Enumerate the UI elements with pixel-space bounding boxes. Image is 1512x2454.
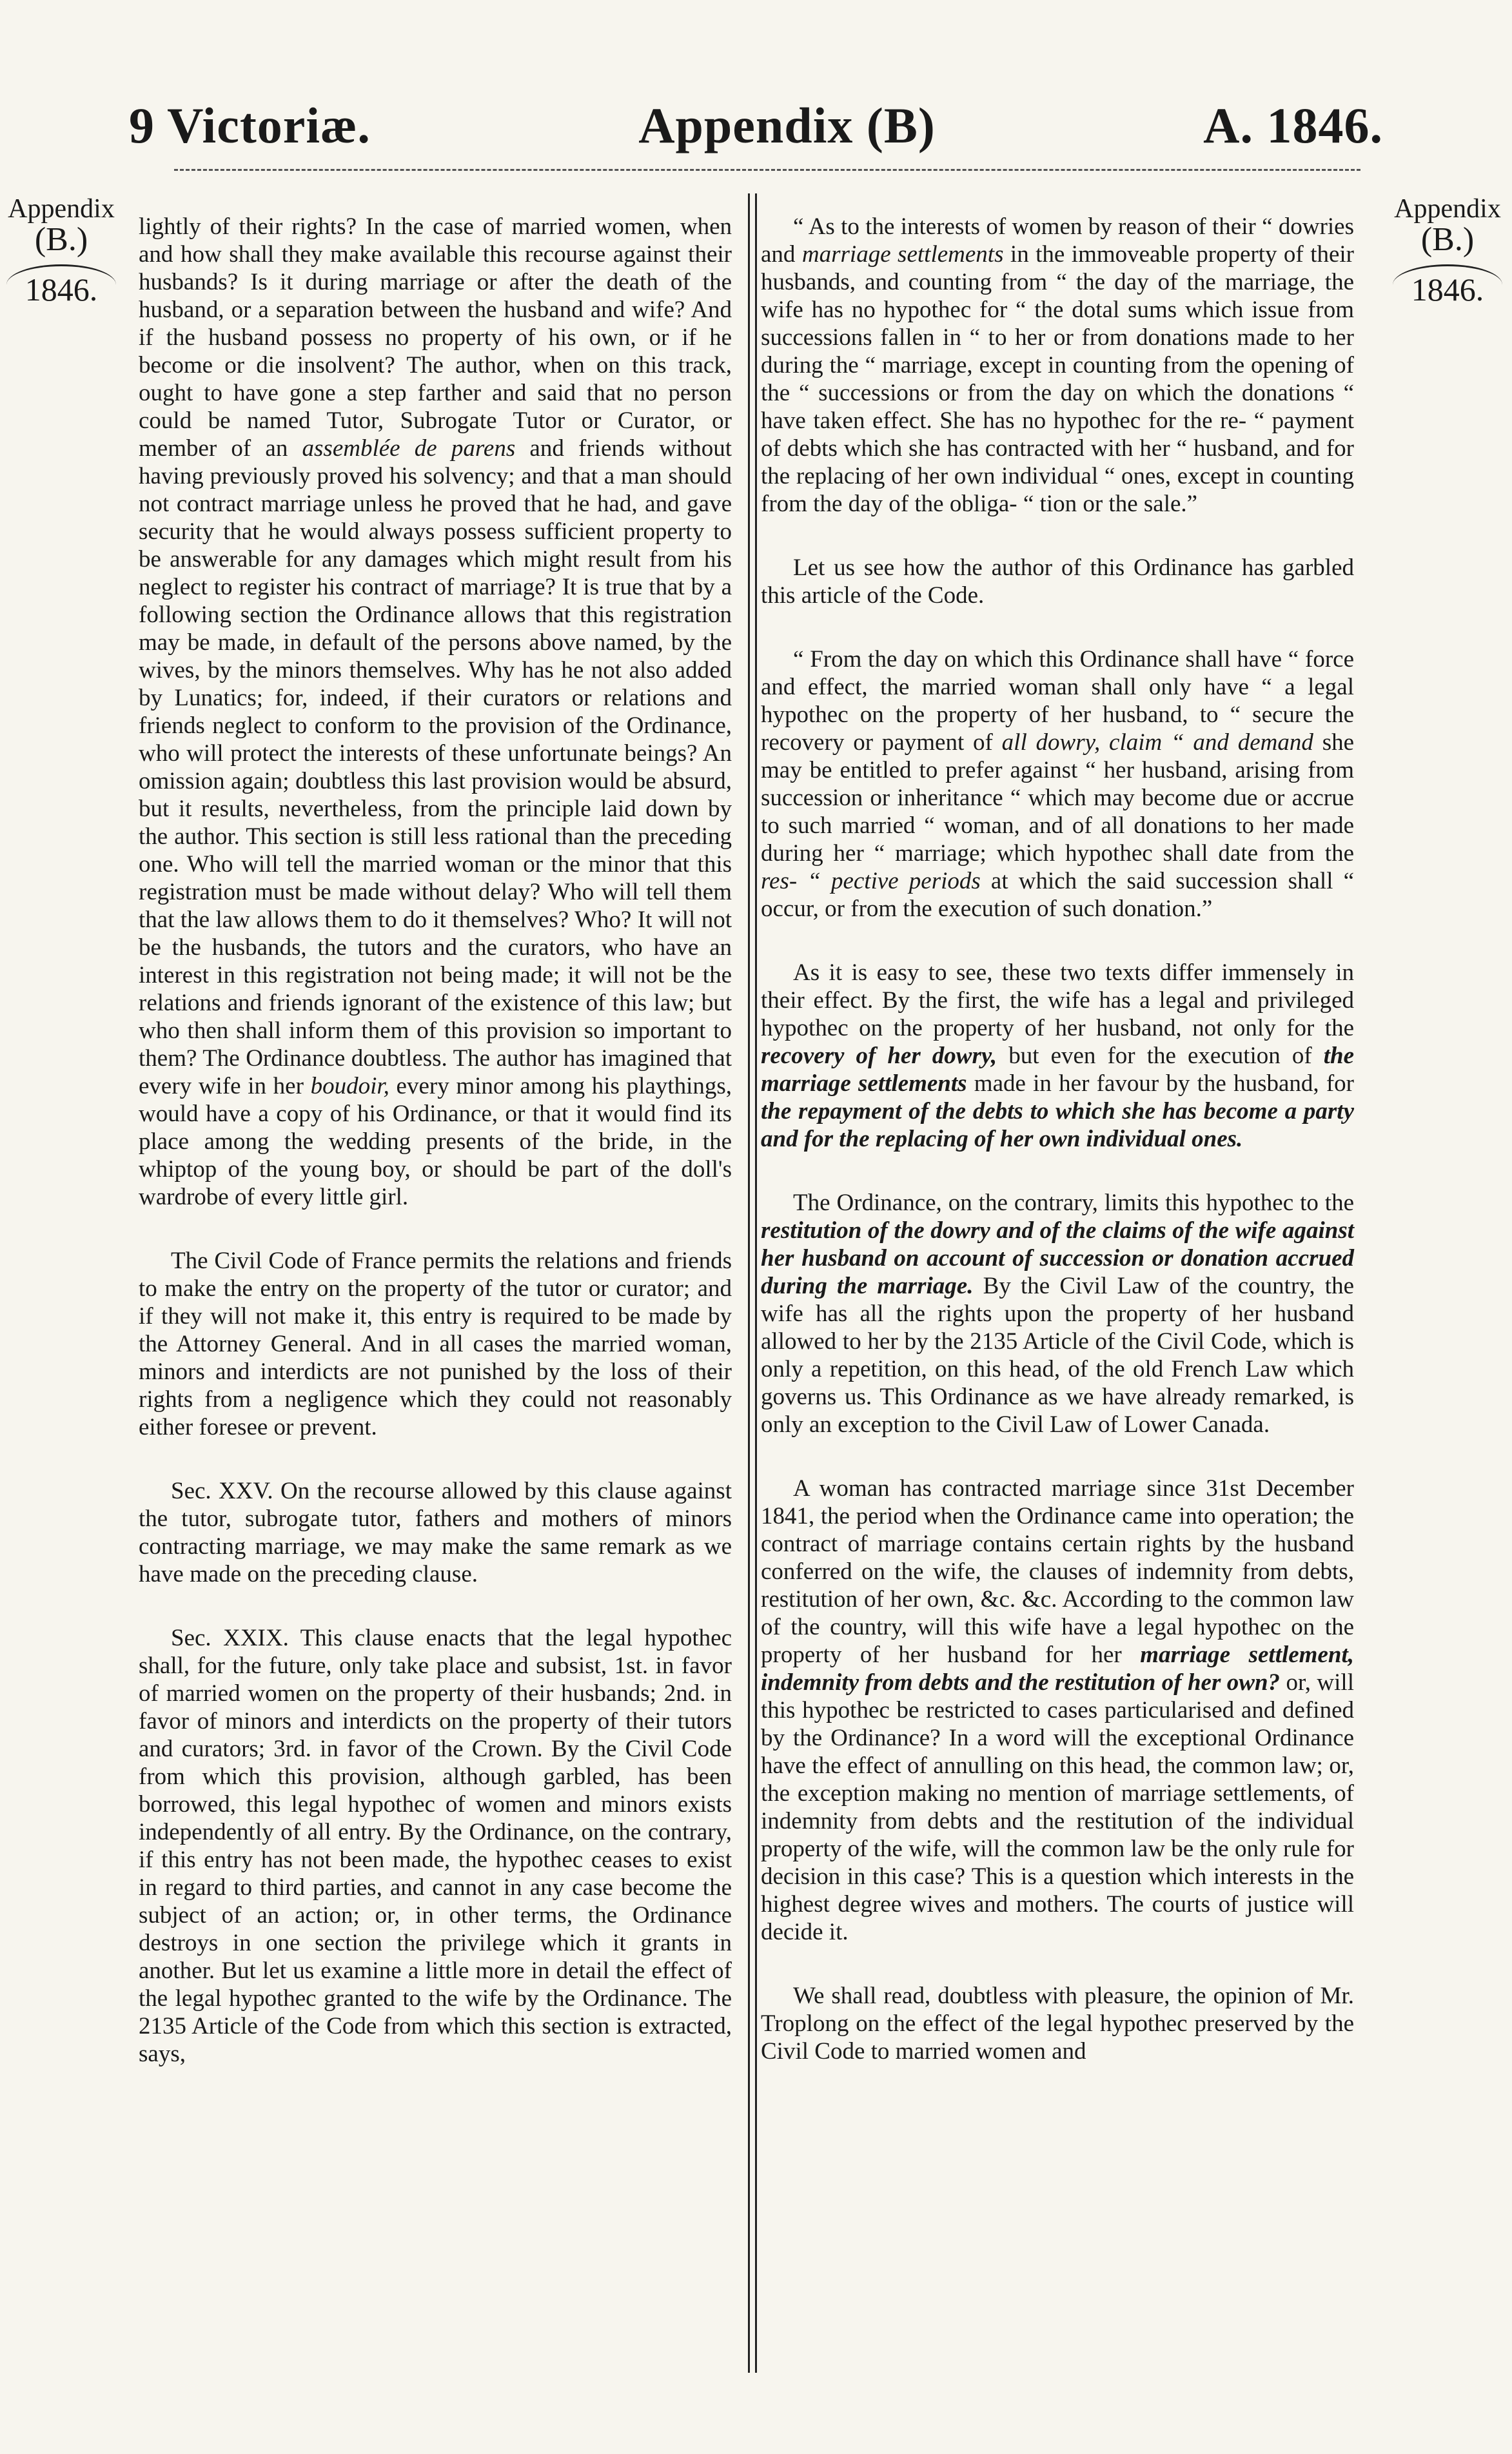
paragraph-rights: lightly of their rights? In the case of married women, when and how shall they make available this recourse against their husbands? Is it during marriage or after the death of the husband, or a separation between the husband and wife? And if the husband possess no property of his own, or if he become or die insolvent? The author, when on this track, ought to have gone a step farther and said that no person could be named Tutor, Subrogate Tutor or Curator, or member of an assemblée de parens and friends without having previously proved his solvency; and that a man should not contract marriage unless he proved that he had, and gave security that he would always possess sufficient property to be answerable for any damages which might result from his neglect to register his contract of marriage? It is true that by a following section the Ordinance allows that this registration may be made, in default of the persons above named, by the wives, by the minors themselves. Why has he not also added by Lunatics; for, indeed, if their curators or relations and friends neglect to conform to the provision of the Ordinance, who will protect the interests of these unfortunate beings? An omission again; doubtless this last provision would be absurd, but it results, nevertheless, from the principle laid down by the author. This section is still less rational than the preceding one. Who will tell the married woman or the minor that this registration must be made without delay? Who will tell them that the law allows them to do it themselves? Who? It will not be the husbands, the tutors and the curators, who have an interest in this registration not being made; it will not be the relations and friends ignorant of the existence of this law; but who then shall inform them of this provision so important to them? The Ordinance doubtless. The author has imagined that every wife in her boudoir, every minor among his playthings, would have a copy of his Ordinance, or that it would find its place among the wedding presents of the bride, in the whiptop of the young boy, or should be part of the doll's wardrobe of every little girl.	[139, 213, 732, 1210]
paragraph-sec-xxv: Sec. XXV. On the recourse allowed by this clause against the tutor, subrogate tutor, fathers and mothers of minors contracting marriage, we may make the same remark as we have made on the preceding clause.	[139, 1478, 732, 1587]
header-appendix: Appendix (B)	[638, 97, 936, 153]
margin-appendix-letter: (B.)	[34, 221, 88, 258]
paragraph-woman-contracted: A woman has contracted marriage since 31st December 1841, the period when the Ordinance came into operation; the contract of marriage contains certain rights by the husband conferred on the wife, the clauses of indemnity from debts, restitution of her own, &c. &c. According to the common law of the country, will this wife have a legal hypothec on the property of her husband for her marriage settlement, indemnity from debts and the restitution of her own? or, will this hypothec be restricted to cases particularised and defined by the Ordinance? In a word will the exceptional Ordinance have the effect of annulling on this head, the common law; or, the exception making no mention of marriage settlements, of indemnity from debts and the restitution of the individual property of the wife, will the common law be the only rule for decision in this case? This is a question which interests in the highest degree wives and mothers. The courts of justice will decide it.	[761, 1475, 1354, 1945]
margin-note-right	[1393, 193, 1502, 308]
right-column	[761, 213, 1354, 2101]
margin-year: 1846.	[1393, 264, 1502, 305]
header-session: 9 Victoriæ.	[129, 97, 371, 153]
header-rule	[174, 169, 1360, 171]
margin-note-left	[6, 193, 116, 308]
header-year: A. 1846.	[1203, 97, 1383, 153]
paragraph-ordinance-limits: The Ordinance, on the contrary, limits this hypothec to the restitution of the dowry and of the claims of the wife against her husband on account of succession or donation accrued during the marriage. By the Civil Law of the country, the wife has all the rights upon the property of her husband allowed to her by the 2135 Article of the Civil Code, which is only a repetition, on this head, of the old French Law which governs us. This Ordinance as we have already remarked, is only an exception to the Civil Law of Lower Canada.	[761, 1190, 1354, 1438]
paragraph-sec-xxix: Sec. XXIX. This clause enacts that the legal hypothec shall, for the future, only take place and subsist, 1st. in favor of married women on the property of their husbands; 2nd. in favor of minors and interdicts on the property of their tutors and curators; 3rd. in favor of the Crown. By the Civil Code from which this provision, although garbled, has been borrowed, this legal hypothec of women and minors exists independently of all entry. By the Ordinance, on the contrary, if this entry has not been made, the hypothec ceases to exist in regard to third parties, and cannot in any case become the subject of an action; or, in other terms, the Ordinance destroys in one section the privilege which it grants in another. But let us examine a little more in detail the effect of the legal hypothec granted to the wife by the Ordinance. The 2135 Article of the Code from which this section is extracted, says,	[139, 1625, 732, 2067]
margin-appendix-word: Appendix	[8, 194, 115, 224]
paragraph-garbled: Let us see how the author of this Ordinance has garbled this article of the Code.	[761, 555, 1354, 609]
quote-article-2135: “ As to the interests of women by reason of their “ dowries and marriage settlements in the immoveable property of their husbands, and counting from “ the day of the marriage, the wife has no hypothec for “ the dotal sums which issue from successions fallen in “ to her or from donations made to her during the “ marriage, except in counting from the opening of the “ successions or from the day on which the donations “ have taken effect. She has no hypothec for the re- “ payment of debts which she has contracted with her “ husband, and for the replacing of her own individual “ ones, except in counting from the day of the obliga- “ tion or the sale.”	[761, 213, 1355, 517]
column-divider	[748, 193, 757, 2373]
margin-appendix-word: Appendix	[1394, 194, 1501, 224]
paragraph-troplong: We shall read, doubtless with pleasure, the opinion of Mr. Troplong on the effect of the legal hypothec preserved by the Civil Code to married women and	[761, 1983, 1354, 2065]
margin-appendix-letter: (B.)	[1420, 221, 1475, 258]
page-header	[129, 90, 1383, 161]
left-column	[139, 213, 732, 2104]
margin-year: 1846.	[6, 264, 116, 305]
paragraph-texts-differ: As it is easy to see, these two texts differ immensely in their effect. By the first, the wife has a legal and privileged hypothec on the property of her husband, not only for the recovery of her dowry, but even for the execution of the marriage settlements made in her favour by the husband, for the repayment of the debts to which she has become a party and for the replacing of her own individual ones.	[761, 959, 1355, 1152]
quote-ordinance: “ From the day on which this Ordinance shall have “ force and effect, the married woman shall only have “ a legal hypothec on the property of her husband, to “ secure the recovery or payment of all dowry, claim “ and demand she may be entitled to prefer against “ her husband, arising from succession or inheritance “ which may become due or accrue to such married “ woman, and of all donations to her made during her “ marriage; which hypothec shall date from the res- “ pective periods at which the said succession shall “ occur, or from the execution of such donation.”	[761, 646, 1355, 922]
paragraph-civil-code-france: The Civil Code of France permits the relations and friends to make the entry on the property of the tutor or curator; and if they will not make it, this entry is required to be made by the Attorney General. And in all cases the married woman, minors and interdicts are not punished by the loss of their rights from a negligence which they could not reasonably either foresee or prevent.	[139, 1248, 732, 1440]
